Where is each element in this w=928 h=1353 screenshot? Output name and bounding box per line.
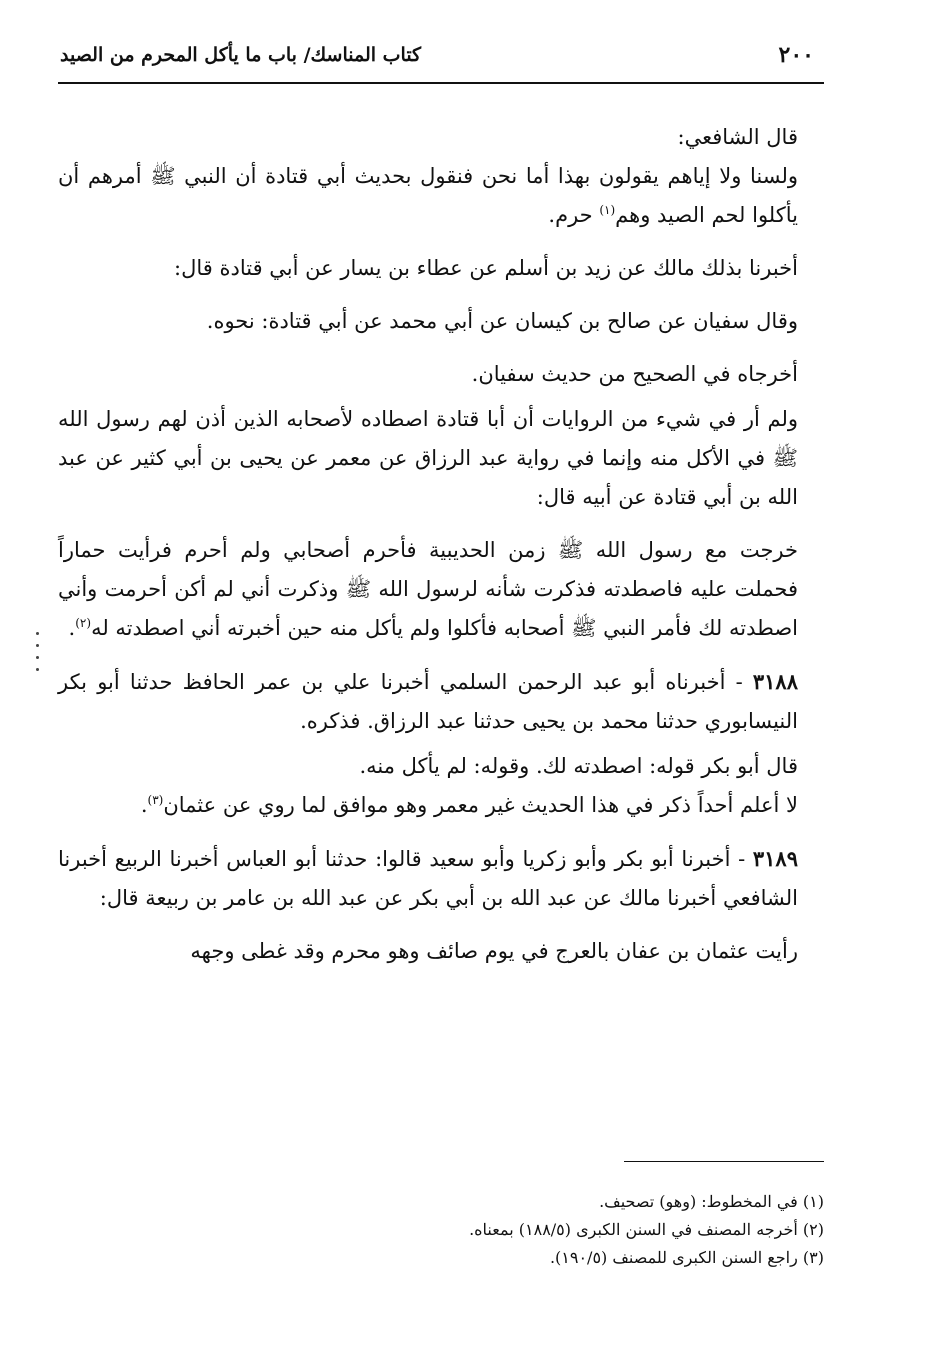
paragraph: قال الشافعي: — [677, 125, 798, 149]
page-number: ٢٠٠ — [778, 42, 814, 68]
footnote: (٢) أخرجه المصنف في السنن الكبرى (١٨٨/٥) بمعناه. — [469, 1220, 824, 1239]
hadith-3188 — [58, 662, 824, 741]
paragraph: أخبرنا بذلك مالك عن زيد بن أسلم عن عطاء بن يسار عن أبي قتادة قال: — [174, 256, 798, 280]
paragraph-text: حرم. — [548, 203, 600, 227]
scan-dot — [36, 632, 39, 635]
paragraph: رأيت عثمان بن عفان بالعرج في يوم صائف وهو محرم وقد غطى وجهه — [190, 939, 798, 963]
scan-dot — [36, 644, 39, 647]
paragraph-text: . — [140, 793, 148, 817]
paragraph — [58, 786, 824, 825]
scan-dot — [36, 656, 39, 659]
paragraph: وقال سفيان عن صالح بن كيسان عن أبي محمد عن أبي قتادة: نحوه. — [206, 309, 798, 333]
hadith-number: ٣١٨٨ — [752, 669, 798, 694]
paragraph-text: - أخبرنا أبو بكر وأبو زكريا وأبو سعيد قالوا: حدثنا أبو العباس أخبرنا الربيع أخبرنا الشافعي أخبرنا مالك عن عبد الله بن أبي بكر عن عبد الله بن عامر بن ربيعة قال: — [58, 847, 798, 910]
paragraph — [58, 157, 824, 235]
paragraph: أخرجاه في الصحيح من حديث سفيان. — [471, 362, 798, 386]
paragraph-text: خرجت مع رسول الله ﷺ زمن الحديبية فأحرم أصحابي ولم أحرم فرأيت حماراً فحملت عليه فاصطدته فذكرت شأنه لرسول الله ﷺ وذكرت أني لم أكن أحرمت وأني اصطدته لك فأمر النبي ﷺ أصحابه فأكلوا ولم يأكل منه حين أخبرته أني اصطدته له — [58, 538, 798, 640]
page-header — [58, 38, 824, 80]
footnote: (١) في المخطوط: (وهو) تصحيف. — [599, 1192, 824, 1211]
footnote-ref: (٣) — [147, 793, 164, 807]
paragraph-text: . — [68, 616, 76, 640]
main-text — [58, 118, 824, 971]
footnote: (٣) راجع السنن الكبرى للمصنف (١٩٠/٥). — [549, 1248, 824, 1267]
book-page — [58, 38, 824, 1328]
paragraph — [58, 531, 824, 648]
scan-margin-marks — [36, 632, 40, 692]
header-rule — [58, 82, 824, 84]
paragraph: ولم أر في شيء من الروايات أن أبا قتادة اصطاده لأصحابه الذين أذن لهم رسول الله ﷺ في الأكل منه وإنما في رواية عبد الرزاق عن معمر عن يحيى بن أبي كثير عن عبد الله بن أبي قتادة عن أبيه قال: — [58, 407, 798, 509]
footnote-ref: (١) — [599, 203, 616, 217]
footnote-rule — [624, 1161, 824, 1162]
hadith-3189 — [58, 839, 824, 918]
footnotes — [58, 1188, 824, 1272]
running-title: كتاب المناسك/ باب ما يأكل المحرم من الصيد — [60, 44, 422, 66]
paragraph: قال أبو بكر قوله: اصطدته لك. وقوله: لم يأكل منه. — [359, 754, 798, 778]
paragraph-text: لا أعلم أحداً ذكر في هذا الحديث غير معمر وهو موافق لما روي عن عثمان — [163, 793, 798, 817]
hadith-number: ٣١٨٩ — [752, 846, 798, 871]
paragraph-text: ولسنا ولا إياهم يقولون بهذا أما نحن فنقول بحديث أبي قتادة أن النبي ﷺ أمرهم أن يأكلوا لحم الصيد وهم — [58, 164, 798, 227]
scan-dot — [36, 668, 39, 671]
footnote-ref: (٢) — [75, 616, 92, 630]
paragraph-text: - أخبرناه أبو عبد الرحمن السلمي أخبرنا علي بن عمر الحافظ حدثنا أبو بكر النيسابوري حدثنا محمد بن يحيى حدثنا عبد الرزاق. فذكره. — [58, 670, 798, 733]
